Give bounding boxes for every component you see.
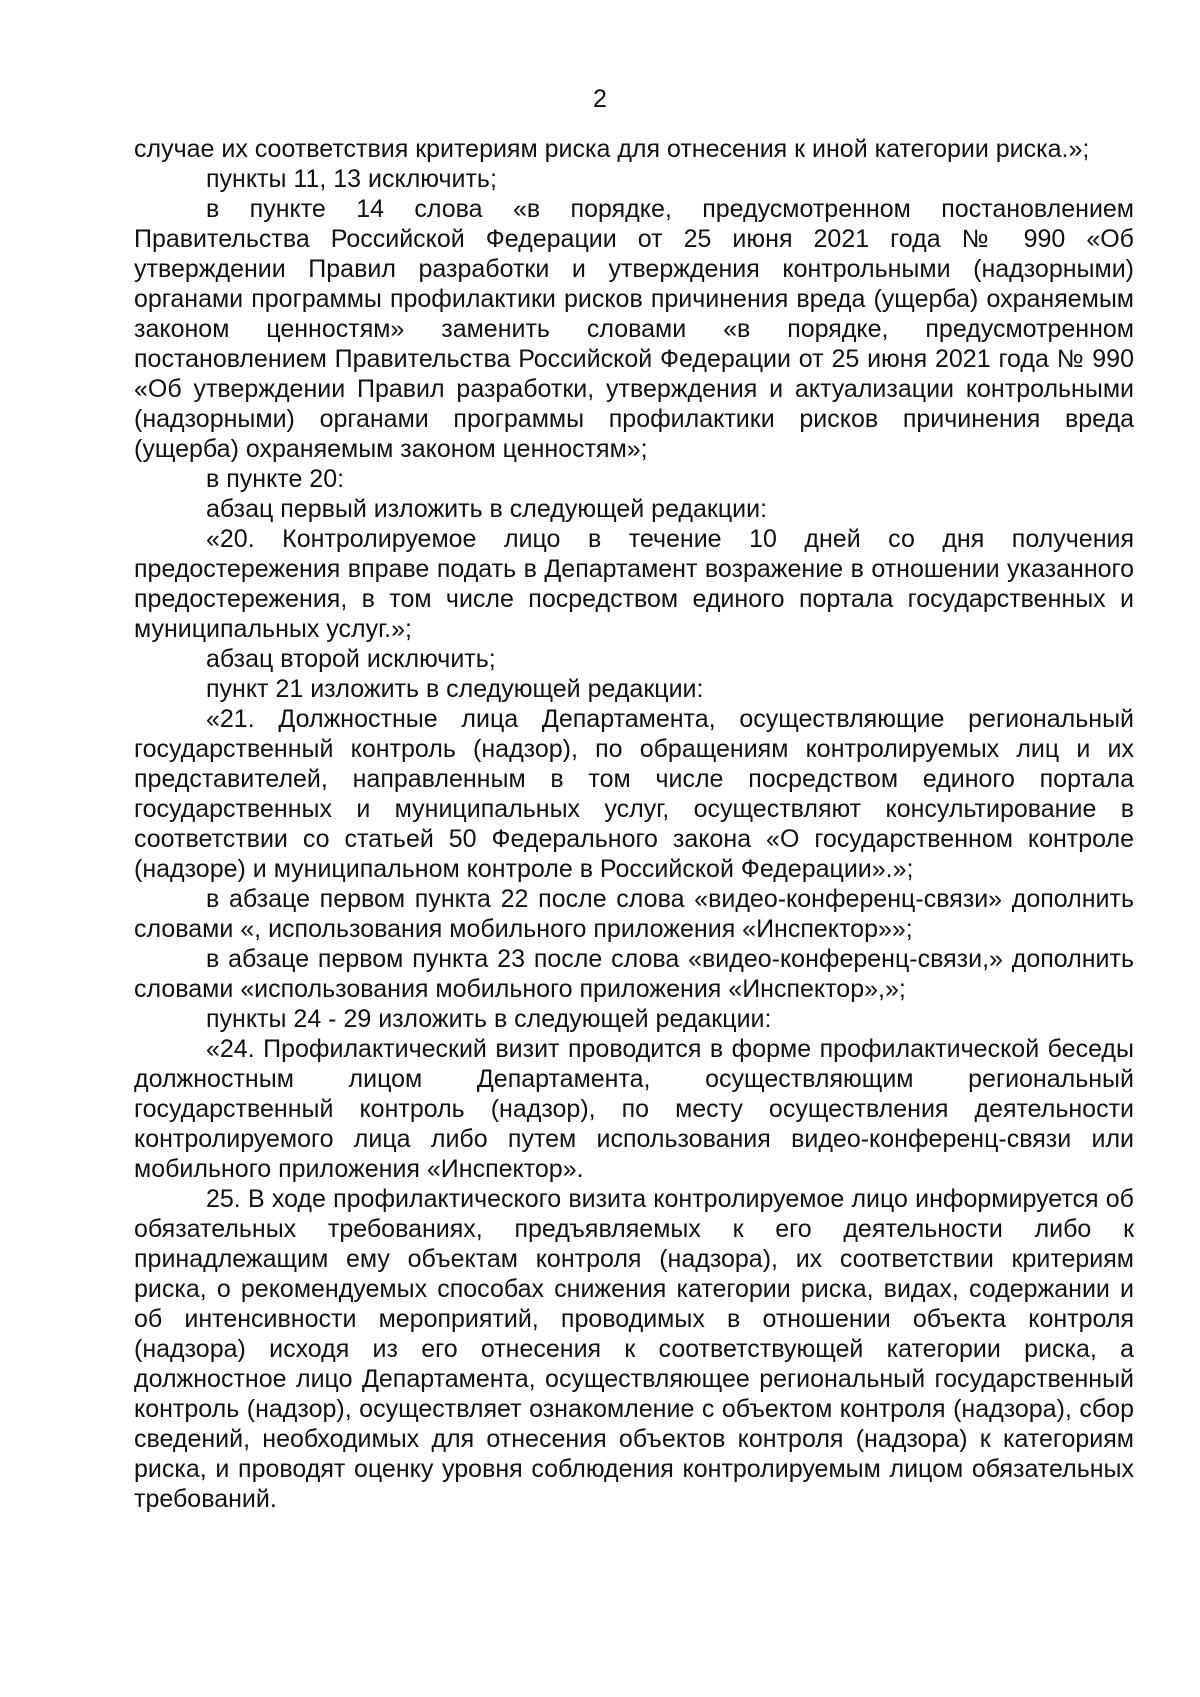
paragraph-point-20-text: «20. Контролируемое лицо в течение 10 дней со дня получения предостережения вправе подать в Департамент возражение в отношении указанного предостережения, в том числе посредством единого портала государственных и муниципальных услуг.»; (134, 525, 1134, 643)
paragraph-point-20-heading: в пункте 20: (206, 465, 345, 493)
paragraph-point-14: в пункте 14 слова «в порядке, предусмотренном постановлением Правительства Российской Федерации от 25 июня 2021 года № 990 «Об утверждении Правил разработки и утверждения контрольными (надзорными) органами программы профилактики рисков причинения вреда (ущерба) охраняемым законом ценностям» заменить словами «в порядке, предусмотренном постановлением Правительства Российской Федерации от 25 июня 2021 года № 990 «Об утверждении Правил разработки, утверждения и актуализации контрольными (надзорными) органами программы профилактики рисков причинения вреда (ущерба) охраняемым законом ценностям»; (134, 195, 1134, 463)
paragraph-point-21-heading: пункт 21 изложить в следующей редакции: (206, 675, 704, 703)
paragraph-point-24-text: «24. Профилактический визит проводится в форме профилактической беседы должностным лицом Департамента, осуществляющим региональный государственный контроль (надзор), по месту осуществления деятельности контролируемого лица либо путем использования видео-конференц-связи или мобильного приложения «Инспектор». (134, 1035, 1134, 1183)
page-number: 2 (593, 85, 607, 113)
paragraph-continuation: случае их соответствия критериям риска для отнесения к иной категории риска.»; (134, 135, 1090, 163)
paragraph-point-21-text: «21. Должностные лица Департамента, осуществляющие региональный государственный контроль (надзор), по обращениям контролируемых лиц и их представителей, направленным в том числе посредством единого портала государственных и муниципальных услуг, осуществляют консультирование в соответствии со статьей 50 Федерального закона «О государственном контроле (надзоре) и муниципальном контроле в Российской Федерации».»; (134, 705, 1134, 883)
paragraph-point-25-text: 25. В ходе профилактического визита контролируемое лицо информируется об обязательных требованиях, предъявляемых к его деятельности либо к принадлежащим ему объектам контроля (надзора), их соответствии критериям риска, о рекомендуемых способах снижения категории риска, видах, содержании и об интенсивности мероприятий, проводимых в отношении объекта контроля (надзора) исходя из его отнесения к соответствующей категории риска, а должностное лицо Департамента, осуществляющее региональный государственный контроль (надзор), осуществляет ознакомление с объектом контроля (надзора), сбор сведений, необходимых для отнесения объектов контроля (надзора) к категориям риска, и проводят оценку уровня соблюдения контролируемым лицом обязательных требований. (134, 1185, 1134, 1513)
paragraph-point-20-second-abzac: абзац второй исключить; (206, 645, 496, 673)
paragraph-exclude-points-11-13: пункты 11, 13 исключить; (206, 165, 497, 193)
paragraph-points-24-29-heading: пункты 24 - 29 изложить в следующей редакции: (206, 1005, 772, 1033)
document-body (134, 134, 1134, 1514)
paragraph-point-23: в абзаце первом пункта 23 после слова «видео-конференц-связи,» дополнить словами «использования мобильного приложения «Инспектор»,»; (134, 945, 1134, 1003)
paragraph-point-22: в абзаце первом пункта 22 после слова «видео-конференц-связи» дополнить словами «, использования мобильного приложения «Инспектор»»; (134, 885, 1134, 943)
paragraph-point-20-first-abzac: абзац первый изложить в следующей редакции: (206, 495, 768, 523)
